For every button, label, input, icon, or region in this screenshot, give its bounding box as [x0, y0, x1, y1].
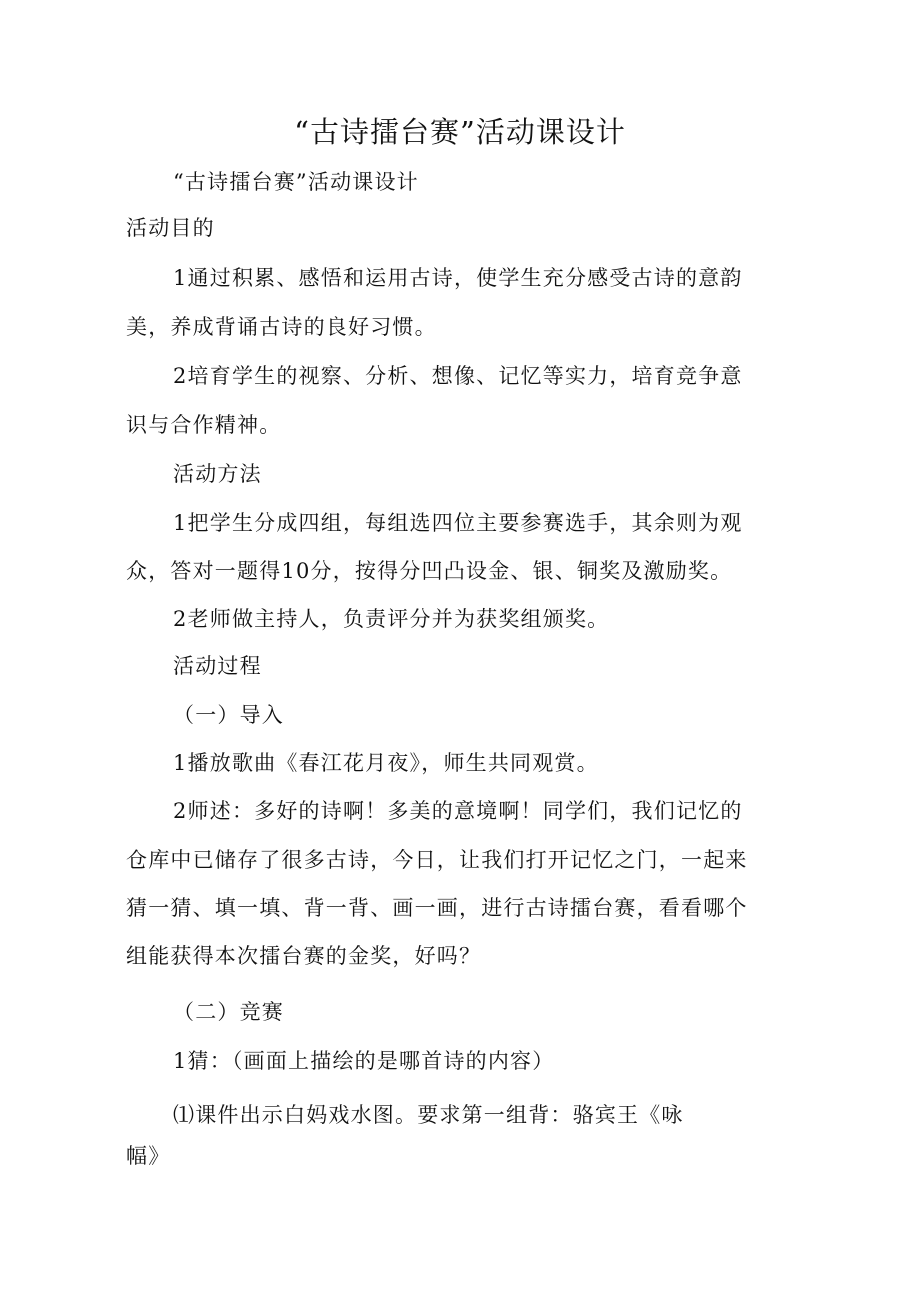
paragraph-line: ⑴课件出示白妈戏水图。要求第一组背：骆宾王《咏: [173, 1103, 684, 1127]
section-heading-method: 活动方法: [173, 462, 262, 486]
subsection-heading-contest: （二）竞赛: [173, 1000, 284, 1024]
paragraph-line: 2培育学生的视察、分析、想像、记忆等实力，培育竞争意: [173, 364, 743, 388]
paragraph-line: 美，养成背诵古诗的良好习惯。: [126, 315, 437, 339]
paragraph-line: 2老师做主持人，负责评分并为获奖组颁奖。: [173, 607, 610, 631]
section-heading-purpose: 活动目的: [126, 216, 215, 240]
paragraph-line: 仓库中已储存了很多古诗，今日，让我们打开记忆之门，一起来: [126, 848, 748, 872]
document-subtitle: “古诗擂台赛”活动课设计: [173, 170, 419, 194]
paragraph-line: 1猜：（画面上描绘的是哪首诗的内容）: [173, 1049, 555, 1073]
paragraph-line: 2师述：多好的诗啊！多美的意境啊！同学们，我们记忆的: [173, 799, 743, 823]
paragraph-line: 1通过积累、感悟和运用古诗，使学生充分感受古诗的意韵: [173, 266, 743, 290]
paragraph-line: 幅》: [126, 1144, 171, 1168]
paragraph-line: 1播放歌曲《春江花月夜》，师生共同观赏。: [173, 751, 599, 775]
document-title: “古诗擂台赛”活动课设计: [294, 115, 626, 149]
paragraph-line: 众，答对一题得10分，按得分凹凸设金、银、铜奖及激励奖。: [126, 559, 733, 583]
subsection-heading-intro: （一）导入: [173, 703, 284, 727]
paragraph-line: 识与合作精神。: [126, 413, 282, 437]
paragraph-line: 猜一猜、填一填、背一背、画一画，进行古诗擂台赛，看看哪个: [126, 896, 748, 920]
section-heading-process: 活动过程: [173, 654, 262, 678]
paragraph-line: 组能获得本次擂台赛的金奖，好吗？: [126, 944, 482, 968]
paragraph-line: 1把学生分成四组，每组选四位主要参赛选手，其余则为观: [173, 511, 743, 535]
